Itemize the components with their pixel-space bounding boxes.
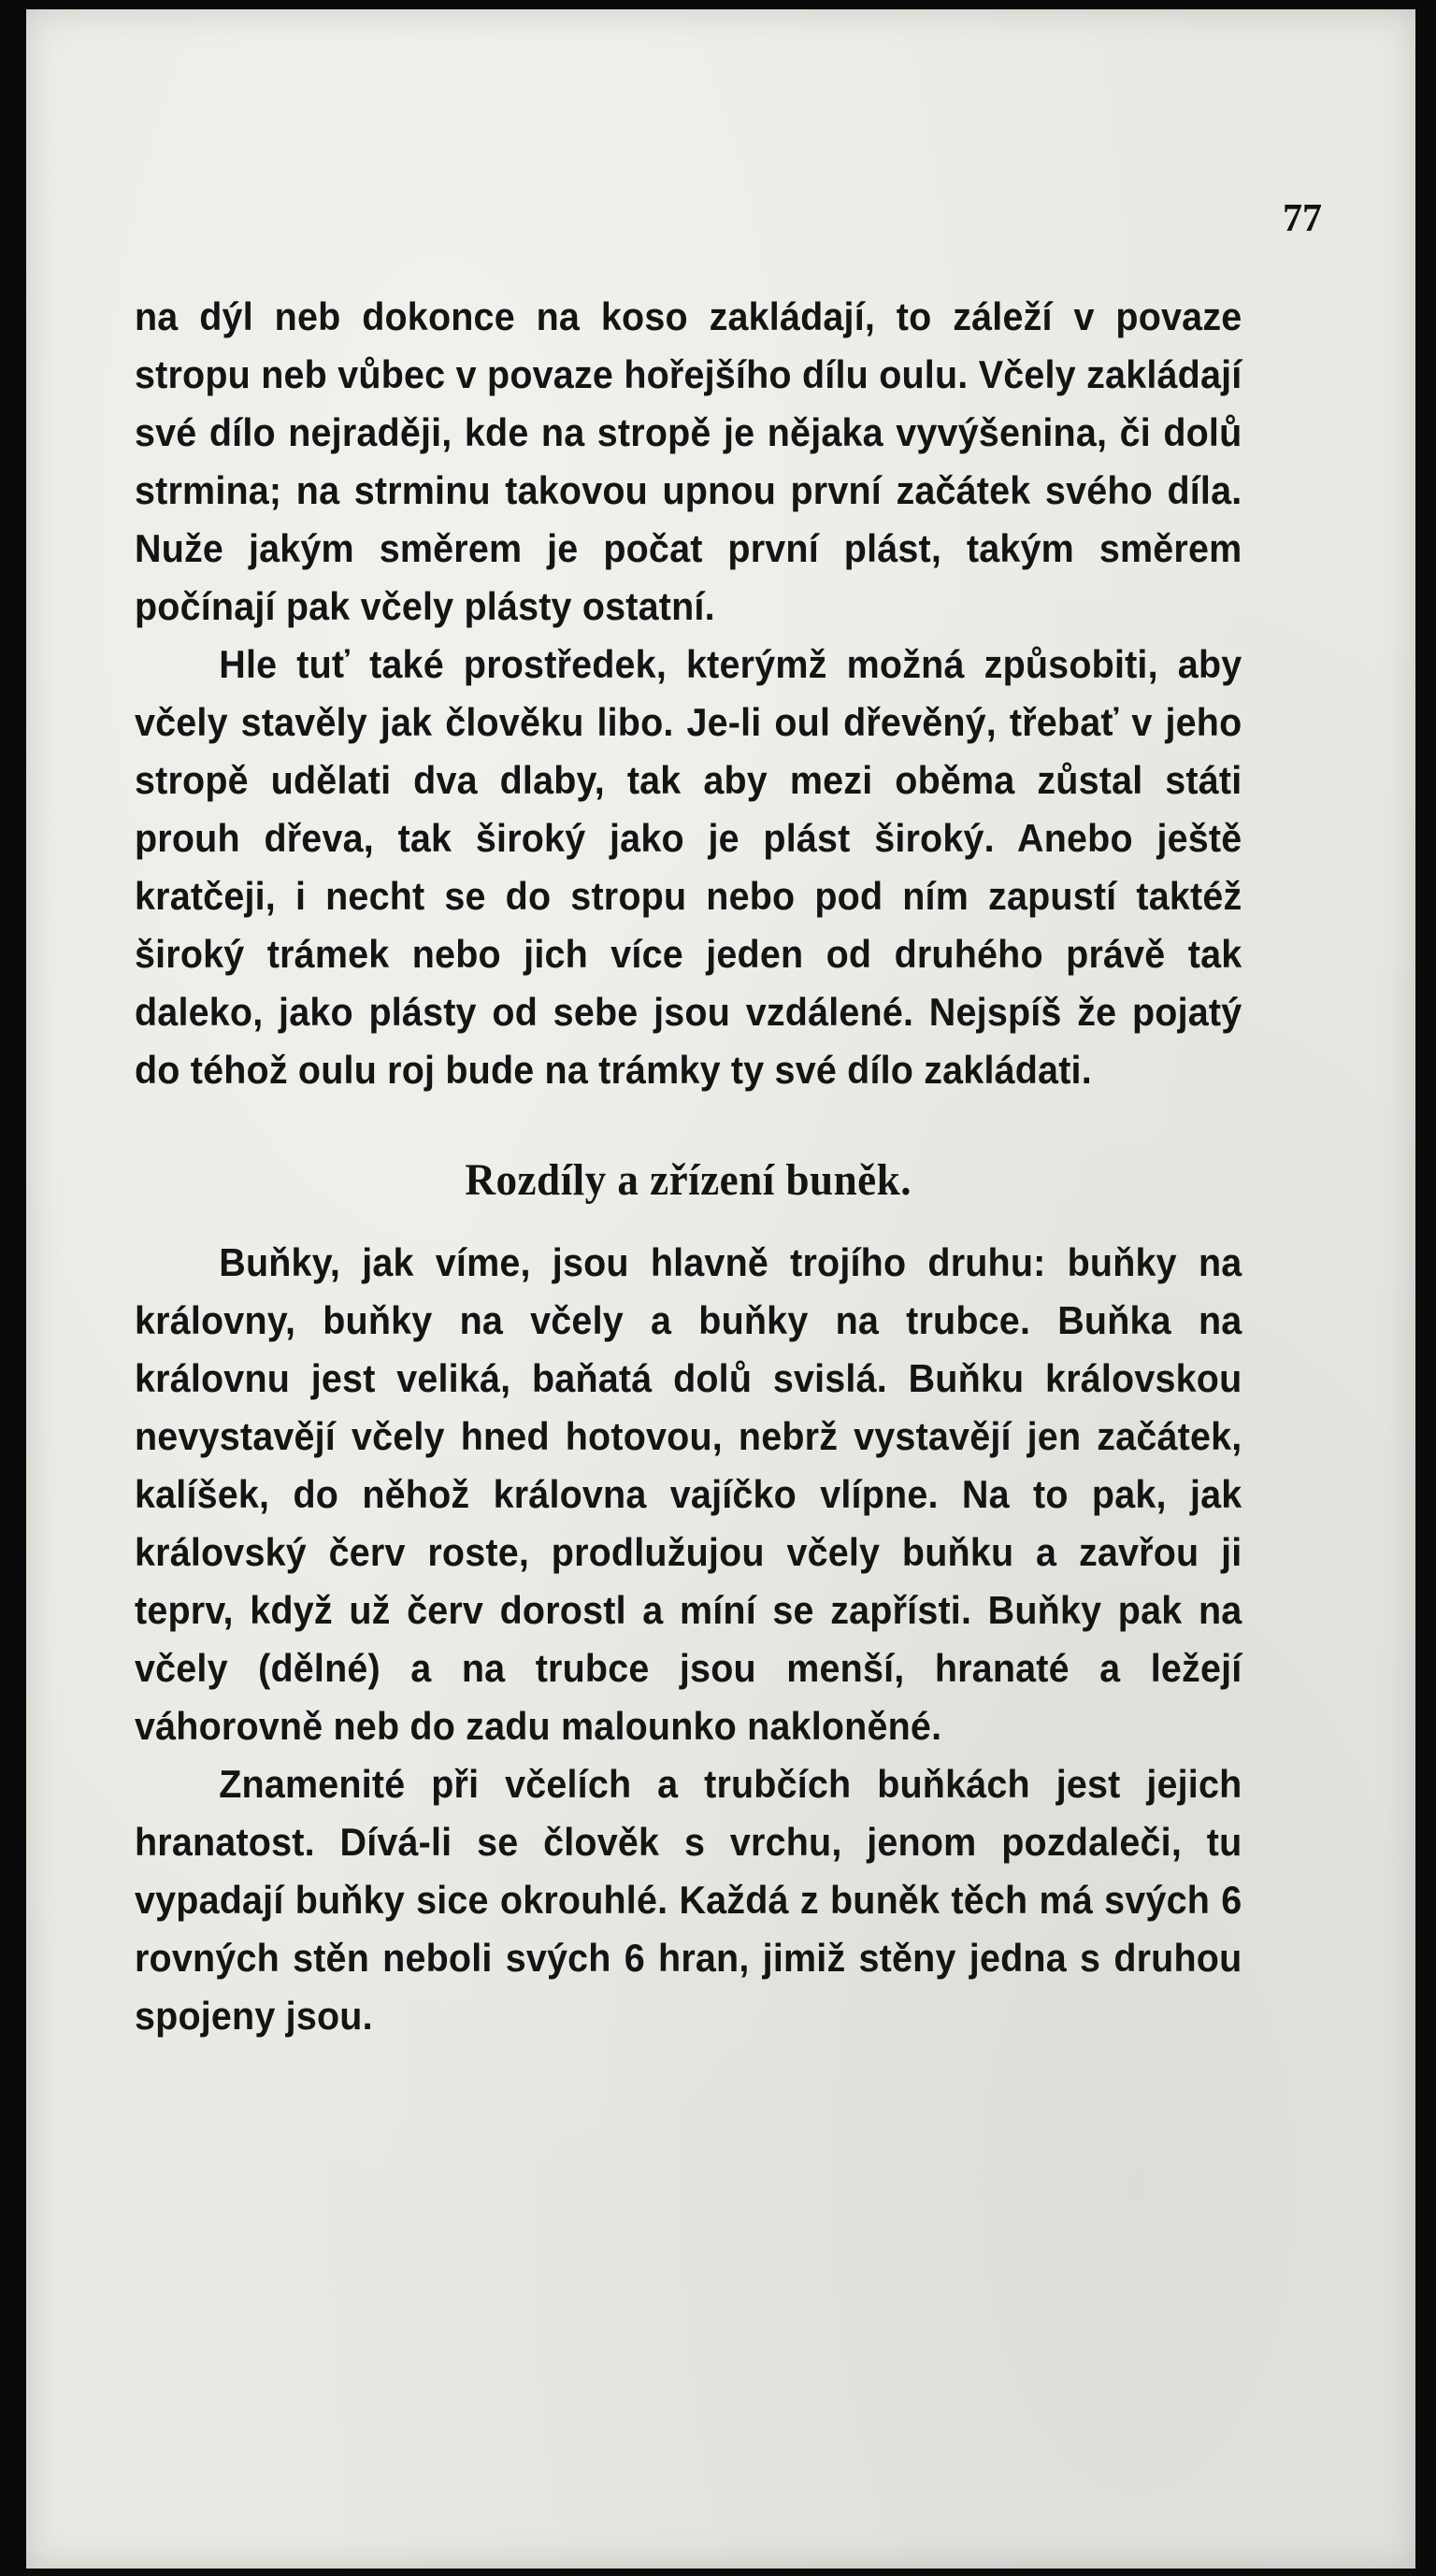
paragraph: na dýl neb dokonce na koso zakládají, to záleží v povaze stropu neb vůbec v povaze hořejšího dílu oulu. Včely zakládají své dílo nejraději, kde na stropě je nějaka vyvýšenina, či dolů strmina; na strminu takovou upnou první začátek svého díla. Nuže jakým směrem je počat první plást, takým směrem počínají pak včely plásty ostatní. xyxy=(135,294,1242,628)
paragraph: Znamenité při včelích a trubčích buňkách jest jejich hranatost. Dívá-li se člověk s vrchu, jenom pozdaleči, tu vypadají buňky sice okrouhlé. Každá z buněk těch má svých 6 rovných stěn neboli svých 6 hran, jimiž stěny jedna s druhou spojeny jsou. xyxy=(135,1762,1242,2038)
page-body xyxy=(135,288,1242,2045)
paragraph: Hle tuť také prostředek, kterýmž možná způsobiti, aby včely stavěly jak člověku libo. Je-li oul dřevěný, třebať v jeho stropě udělati dva dlaby, tak aby mezi oběma zůstal státi prouh dřeva, tak široký jako je plást široký. Anebo ještě kratčeji, i necht se do stropu nebo pod ním zapustí taktéž široký trámek nebo jich více jeden od druhého právě tak daleko, jako plásty od sebe jsou vzdálené. Nejspíš že pojatý do téhož oulu roj bude na trámky ty své dílo zakládati. xyxy=(135,642,1242,1092)
book-page xyxy=(26,9,1415,2569)
section-heading: Rozdíly a zřízení buněk. xyxy=(465,1155,912,1205)
paragraph: Buňky, jak víme, jsou hlavně trojího druhu: buňky na královny, buňky na včely a buňky na trubce. Buňka na královnu jest veliká, baňatá dolů svislá. Buňku královskou nevystavějí včely hned hotovou, nebrž vystavějí jen začátek, kalíšek, do něhož královna vajíčko vlípne. Na to pak, jak královský červ roste, prodlužujou včely buňku a zavřou ji teprv, když už červ dorostl a míní se zapřísti. Buňky pak na včely (dělné) a na trubce jsou menší, hranaté a ležejí váhorovně neb do zadu malounko nakloněné. xyxy=(135,1240,1242,1748)
page-number: 77 xyxy=(1283,197,1322,240)
